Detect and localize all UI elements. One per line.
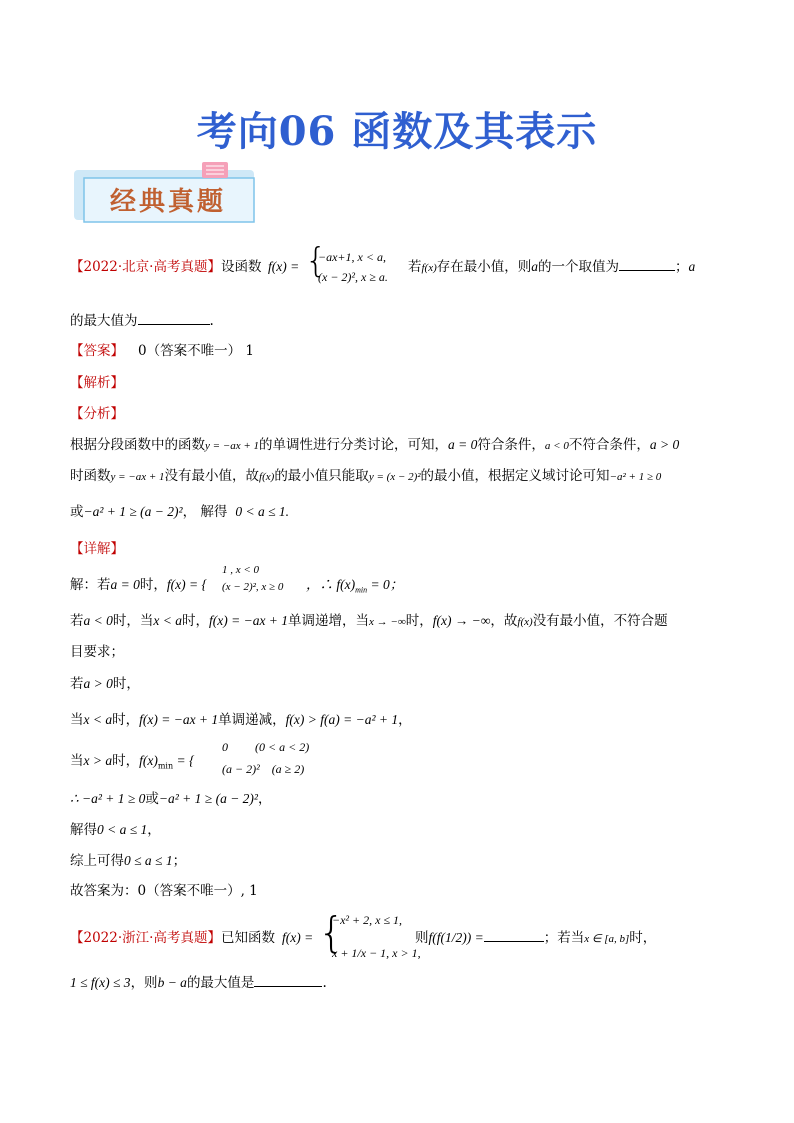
math: y = (x − 2)²: [368, 471, 421, 483]
answer-label: 【答案】: [70, 343, 124, 359]
text: 符合条件，: [477, 437, 545, 453]
math: f(f(1/2)) =: [428, 930, 484, 945]
problem-2-cont: [70, 974, 327, 992]
math: a = 0: [110, 577, 140, 592]
text: 的最小值，根据定义域讨论可知: [420, 468, 610, 484]
text: 时，: [112, 676, 140, 692]
text: ；: [675, 259, 689, 275]
problem-2-tag: 【2022·浙江·高考真题】: [70, 930, 221, 946]
detail-case-2: (x − 2)², x ≥ 0: [222, 581, 284, 593]
text: 时，: [139, 577, 167, 593]
detail-case-3: 0 (0 < a < 2): [222, 740, 310, 754]
math: ，∴ f(x): [306, 577, 356, 592]
problem-1-cont: [70, 312, 214, 330]
text: 根据分段函数中的函数: [70, 437, 205, 453]
brace: {: [318, 908, 345, 957]
math: −a² + 1 ≥ (a − 2)²: [158, 791, 258, 806]
math: a > 0: [649, 437, 680, 452]
text: ，: [398, 712, 412, 728]
detail-line-10: 故答案为：0（答案不唯一）, 1: [70, 883, 258, 899]
math: ∴ −a² + 1 ≥ 0: [70, 791, 146, 806]
math: x > a: [83, 753, 113, 768]
text: 时函数: [70, 468, 111, 484]
math: x < a: [83, 712, 113, 727]
math: x ∈ [a, b]: [584, 933, 630, 945]
text: ；若当: [543, 930, 585, 946]
detail-line-7: [70, 790, 271, 808]
math: −a² + 1 ≥ 0: [609, 471, 662, 483]
text: 的一个取值为: [538, 259, 620, 275]
problem-2-case2: x + 1/x − 1, x > 1,: [332, 946, 421, 960]
detail-line-9: [70, 852, 186, 870]
detail-case-1: 1 , x < 0: [222, 564, 260, 576]
text: ，: [257, 791, 272, 807]
detail-case-4: (a − 2)² (a ≥ 2): [222, 762, 305, 776]
detail-line-6: [70, 752, 194, 776]
text: 时，: [112, 712, 140, 728]
math: = 0；: [367, 577, 404, 592]
math: 0 < a ≤ 1.: [235, 504, 290, 519]
answer-blank[interactable]: [619, 258, 675, 271]
analysis-line-3: [70, 503, 289, 521]
text: ，故: [490, 613, 518, 629]
text: 的最大值是: [186, 975, 255, 991]
math: −a² + 1 ≥ (a − 2)²: [83, 504, 183, 519]
fenxi-label: 【分析】: [70, 406, 124, 422]
math: min: [355, 585, 368, 595]
detail-line-3: 目要求；: [70, 644, 124, 660]
text: ，则: [130, 975, 158, 991]
detail-line-8: [70, 821, 161, 839]
math: a < 0: [544, 440, 569, 452]
problem-1-case2: (x − 2)², x ≥ a.: [318, 270, 388, 284]
text: 的最小值只能取: [274, 468, 369, 484]
math: 1 ≤ f(x) ≤ 3: [70, 975, 131, 990]
math: y = −ax + 1: [110, 471, 165, 483]
xiangjie-label: 【详解】: [70, 541, 124, 557]
math: x → −∞: [369, 616, 406, 628]
text: 时，: [112, 753, 140, 769]
text: ， 解得: [182, 504, 228, 520]
answer-text: 0（答案不唯一） 1: [138, 343, 254, 359]
math: f(x): [517, 616, 533, 628]
math: x < a: [153, 613, 182, 628]
problem-1-case1: −ax+1, x < a,: [318, 250, 386, 264]
math: f(x) → −∞: [432, 613, 491, 628]
math: min: [157, 761, 174, 771]
math: f(x): [139, 753, 158, 768]
text: ，: [147, 822, 161, 838]
text: 解得: [70, 822, 97, 838]
answer-blank[interactable]: [254, 974, 322, 987]
problem-2-fx: f(x) =: [282, 930, 314, 945]
problem-1-fx: f(x) =: [268, 259, 300, 274]
problem-1-tag: 【2022·北京·高考真题】: [70, 259, 221, 275]
text: 当: [70, 753, 84, 769]
detail-line-2: [70, 612, 668, 631]
problem-2-stem: [415, 929, 656, 948]
math: f(x): [421, 262, 437, 274]
text: 解：若: [70, 577, 111, 593]
text: 当: [70, 712, 84, 728]
badge-label: 经典真题: [109, 187, 227, 217]
math: f(x) = −ax + 1: [139, 712, 219, 727]
math: f(x) > f(a) = −a² + 1: [285, 712, 399, 727]
math: a < 0: [83, 613, 113, 628]
section-badge: [72, 160, 262, 226]
text: 时，当: [112, 613, 154, 629]
math: a: [531, 259, 539, 274]
problem-2-case1: −x² + 2, x ≤ 1,: [332, 913, 403, 927]
text: 时，: [181, 613, 209, 629]
text: 单调递减，: [218, 712, 286, 728]
math: a = 0: [448, 437, 478, 452]
text: 没有最小值，不符合题: [532, 613, 668, 629]
text: 存在最小值，则: [436, 259, 532, 275]
text: 不符合条件，: [568, 437, 650, 453]
jiexi-label: 【解析】: [70, 375, 124, 391]
math: f(x) = {: [166, 577, 207, 592]
text: 已知函数: [220, 930, 275, 946]
problem-1: [70, 258, 261, 276]
math: y = −ax + 1: [205, 440, 260, 452]
text: 则: [415, 930, 429, 946]
math: 0 < a ≤ 1: [97, 822, 148, 837]
analysis-line-1: [70, 436, 679, 455]
detail-line-4: [70, 675, 140, 693]
math: f(x): [259, 471, 275, 483]
answer-blank[interactable]: [138, 312, 210, 325]
text: 或: [145, 791, 159, 807]
text: .: [209, 313, 214, 329]
text: 的最大值为: [70, 313, 138, 329]
text: 综上可得: [70, 853, 124, 869]
detail-line-5: [70, 711, 412, 729]
answer-blank[interactable]: [484, 929, 544, 942]
text: 若: [70, 676, 84, 692]
text: 若: [70, 613, 84, 629]
math: f(x) = −ax + 1: [208, 613, 289, 628]
text: 单调递增，当: [288, 613, 370, 629]
page-title: 考向06 函数及其表示: [196, 108, 598, 155]
problem-2: [70, 929, 275, 947]
text: 没有最小值，故: [164, 468, 260, 484]
text: 时，: [405, 613, 433, 629]
problem-1-stem: [408, 258, 695, 277]
text: 若: [408, 259, 422, 275]
detail-line-1-end: [306, 576, 403, 600]
text: .: [322, 975, 327, 991]
detail-line-1: [70, 576, 207, 594]
analysis-line-2: [70, 467, 661, 486]
answer: [70, 342, 254, 360]
math: b − a: [157, 975, 187, 990]
text: 时，: [629, 930, 657, 946]
text: 的单调性进行分类讨论，可知，: [259, 437, 449, 453]
text: ；: [172, 853, 187, 869]
brace: {: [305, 241, 327, 281]
math: a: [688, 259, 696, 274]
math: 0 ≤ a ≤ 1: [124, 853, 173, 868]
math: = {: [173, 753, 195, 768]
math: a > 0: [83, 676, 113, 691]
text: 设函数: [220, 259, 262, 275]
text: 或: [70, 504, 84, 520]
